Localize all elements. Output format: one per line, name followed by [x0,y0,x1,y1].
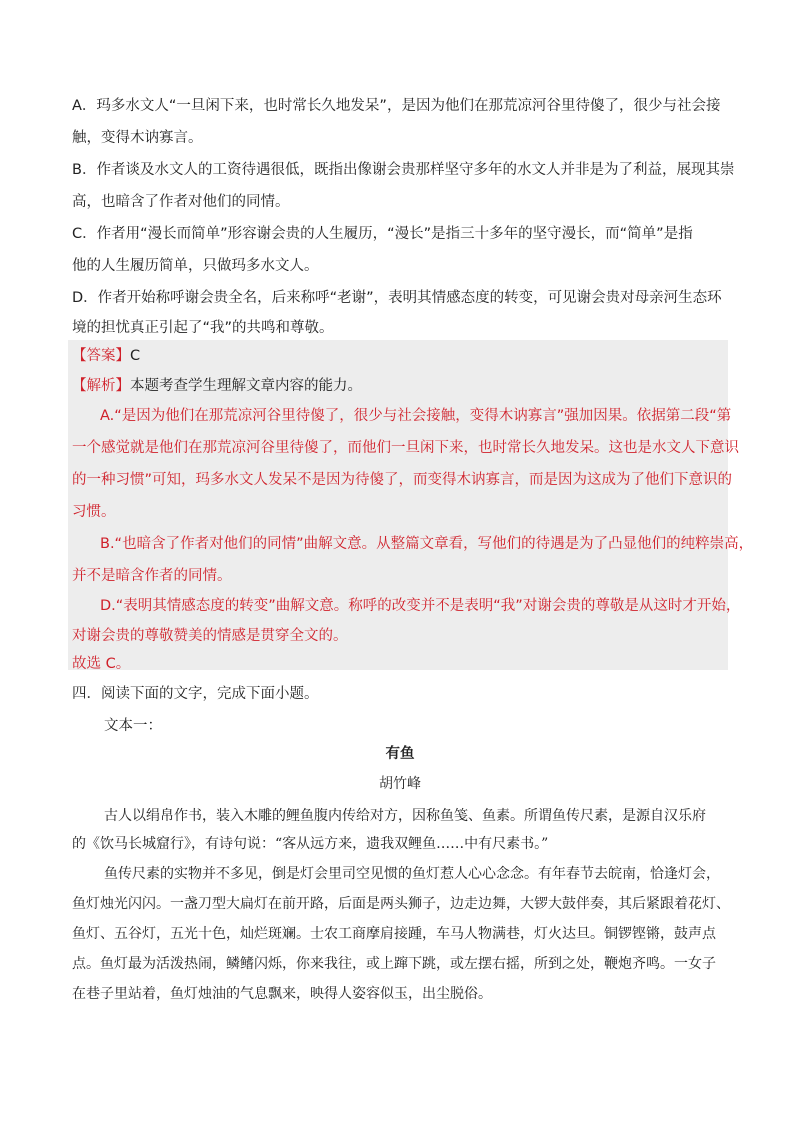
paragraph-line: 在巷子里站着，鱼灯烛油的气息飘来，映得人姿容似玉，出尘脱俗。 [72,986,492,1002]
option-a-line2: 触，变得木讷寡言。 [72,130,203,146]
answer-line [72,346,732,366]
analysis-d-line2: 对谢会贵的尊敬赞美的情感是贯穿全文的。 [72,628,348,644]
analysis-a-line3: 的一种习惯”可知，玛多水文人发呆不是因为待傻了，而变得木讷寡言，而是因为这成为了他们下意识的 [72,472,733,488]
paragraph-line: 点。鱼灯最为活泼热闹，鳞鳍闪烁，你来我往，或上蹿下跳，或左摆右摇，所到之处，鞭炮齐鸣。一女子 [72,956,716,972]
paragraph-line: 鱼灯、五谷灯，五光十色，灿烂斑斓。士农工商摩肩接踵，车马人物满巷，灯火达旦。铜锣铿锵，鼓声点 [72,926,716,942]
option-b-line1: B．作者谈及水文人的工资待遇很低，既指出像谢会贵那样坚守多年的水文人并非是为了利益，展现其崇 [72,162,735,178]
article-title: 有鱼 [385,745,415,762]
option-c-line2: 他的人生履历简单，只做玛多水文人。 [72,258,319,274]
paragraph-line: 古人以绢帛作书，装入木雕的鲤鱼腹内传给对方，因称鱼笺、鱼素。所谓鱼传尺素，是源自汉乐府 [104,808,706,824]
article-author: 胡竹峰 [379,776,421,792]
analysis-a-line2: 一个感觉就是他们在那荒凉河谷里待傻了，而他们一旦闲下来，也时常长久地发呆。这也是水文人下意识 [72,440,739,456]
analysis-a-line4: 习惯。 [72,504,116,520]
analysis-b-line1: B.“也暗含了作者对他们的同情”曲解文意。从整篇文章看，写他们的待遇是为了凸显他们的纯粹崇高， [100,536,754,552]
analysis-intro: 本题考查学生理解文章内容的能力。 [130,378,362,394]
paragraph-line: 鱼灯烛光闪闪。一盏刀型大扁灯在前开路，后面是两头狮子，边走边舞，大锣大鼓伴奏，其后紧跟着花灯、 [72,896,730,912]
answer-tag: 【答案】 [72,348,130,364]
paragraph-line: 鱼传尺素的实物并不多见，倒是灯会里司空见惯的鱼灯惹人心心念念。有年春节去皖南，恰逢灯会， [104,866,720,882]
analysis-conclusion: 故选 C。 [72,656,131,672]
paragraph-line: 的《饮马长城窟行》，有诗句说：“客从远方来，遗我双鲤鱼……中有尺素书。” [72,836,549,852]
analysis-tag: 【解析】 [72,378,130,394]
analysis-line [72,376,732,396]
option-d-line2: 境的担忧真正引起了“我”的共鸣和尊敬。 [72,320,334,336]
option-d-line1: D．作者开始称呼谢会贵全名，后来称呼“老谢”，表明其情感态度的转变，可见谢会贵对母亲河生态环 [72,290,722,306]
option-b-line2: 高，也暗含了作者对他们的同情。 [72,194,290,210]
option-a-line1: A．玛多水文人“一旦闲下来，也时常长久地发呆”，是因为他们在那荒凉河谷里待傻了，很少与社会接 [72,98,721,114]
text-label: 文本一： [104,718,162,734]
analysis-d-line1: D.“表明其情感态度的转变”曲解文意。称呼的改变并不是表明“我”对谢会贵的尊敬是从这时才开始， [100,598,741,614]
option-c-line1: C．作者用“漫长而简单”形容谢会贵的人生履历，“漫长”是指三十多年的坚守漫长，而“简单”是指 [72,226,693,242]
analysis-b-line2: 并不是暗含作者的同情。 [72,568,232,584]
answer-value: C [130,348,141,364]
section-heading: 四．阅读下面的文字，完成下面小题。 [72,686,319,702]
analysis-a-line1: A.“是因为他们在那荒凉河谷里待傻了，很少与社会接触，变得木讷寡言”强加因果。依据第二段“第 [100,408,732,424]
